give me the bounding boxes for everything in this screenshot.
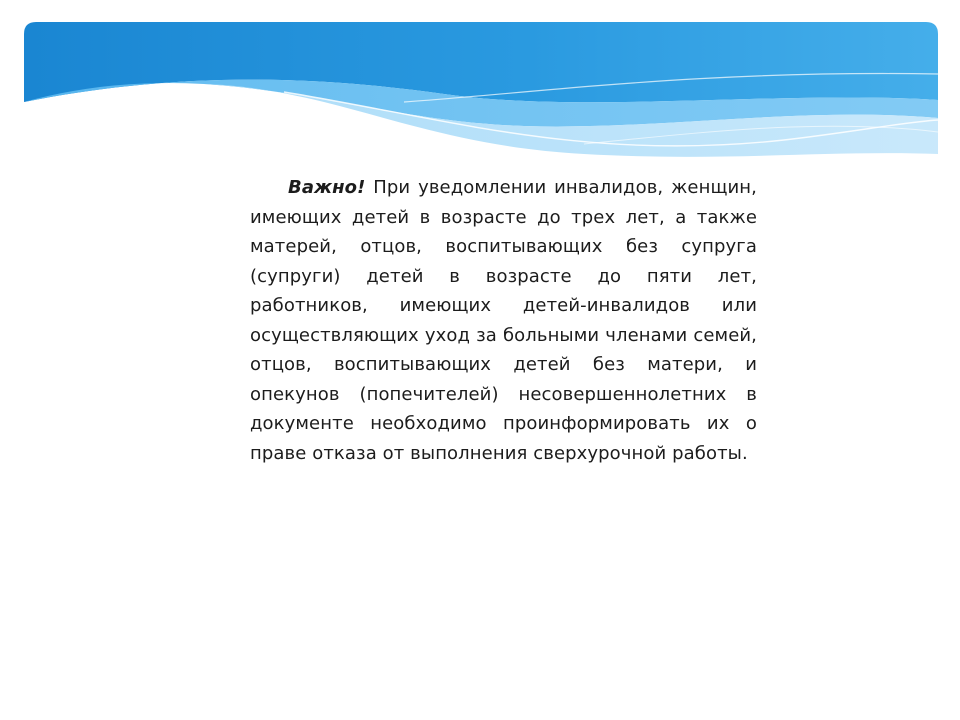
emphasis-label: Важно! [288, 177, 366, 198]
body-paragraph [250, 173, 757, 468]
wave-band-deep [24, 22, 938, 102]
body-text: При уведомлении инвалидов, женщин, имеющих детей в возрасте до трех лет, а также матерей, отцов, воспитывающих без супруга (супруги) детей в возрасте до пяти лет, работников, имеющих детей-инвалидов или осуществляющих уход за больными членами семей, отцов, воспитывающих детей без матери, и опекунов (попечителей) несовершеннолетних в документе необходимо проинформировать их о праве отказа от выполнения сверхурочной работы. [250, 177, 757, 464]
wave-header-decoration [24, 22, 938, 172]
